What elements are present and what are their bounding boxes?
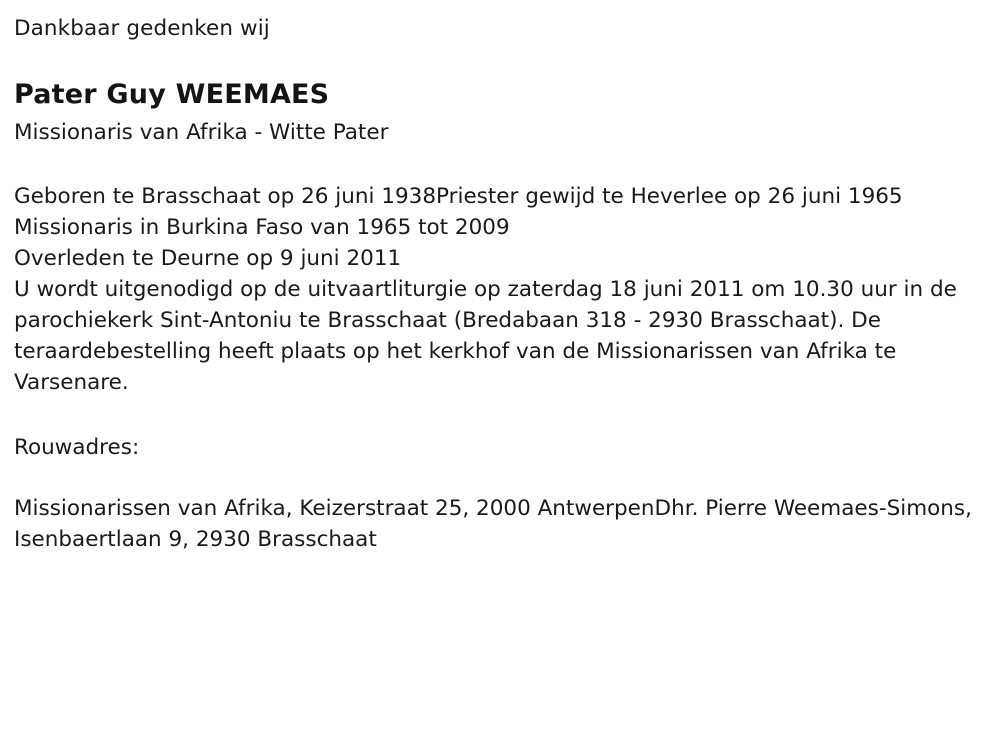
mourning-address-text: Missionarissen van Afrika, Keizerstraat 25, 2000 AntwerpenDhr. Pierre Weemaes-Simons, Isenbaertlaan 9, 2930 Brasschaat [14, 495, 972, 552]
details-block [14, 182, 982, 399]
deceased-name: Pater Guy WEEMAES [14, 78, 330, 110]
spacer [14, 51, 982, 77]
spacer [14, 148, 982, 182]
intro-text: Dankbaar gedenken wij [14, 16, 270, 41]
detail-line: Missionaris in Burkina Faso van 1965 tot 2009 [14, 215, 510, 241]
mourning-address-label: Rouwadres: [14, 434, 140, 460]
deceased-subtitle: Missionaris van Afrika - Witte Pater [14, 119, 389, 145]
spacer [14, 460, 982, 494]
detail-line: U wordt uitgenodigd op de uitvaartliturgie op zaterdag 18 juni 2011 om 10.30 uur in de parochiekerk Sint-Antoniu te Brasschaat (Bredabaan 318 - 2930 Brasschaat). De teraardebestelling heeft plaats op het kerkhof van de Missionarissen van Afrika te Varsenare. [14, 276, 957, 395]
detail-line: Overleden te Deurne op 9 juni 2011 [14, 246, 402, 272]
spacer [14, 399, 982, 435]
detail-line: Geboren te Brasschaat op 26 juni 1938Priester gewijd te Heverlee op 26 juni 1965 [14, 184, 903, 210]
